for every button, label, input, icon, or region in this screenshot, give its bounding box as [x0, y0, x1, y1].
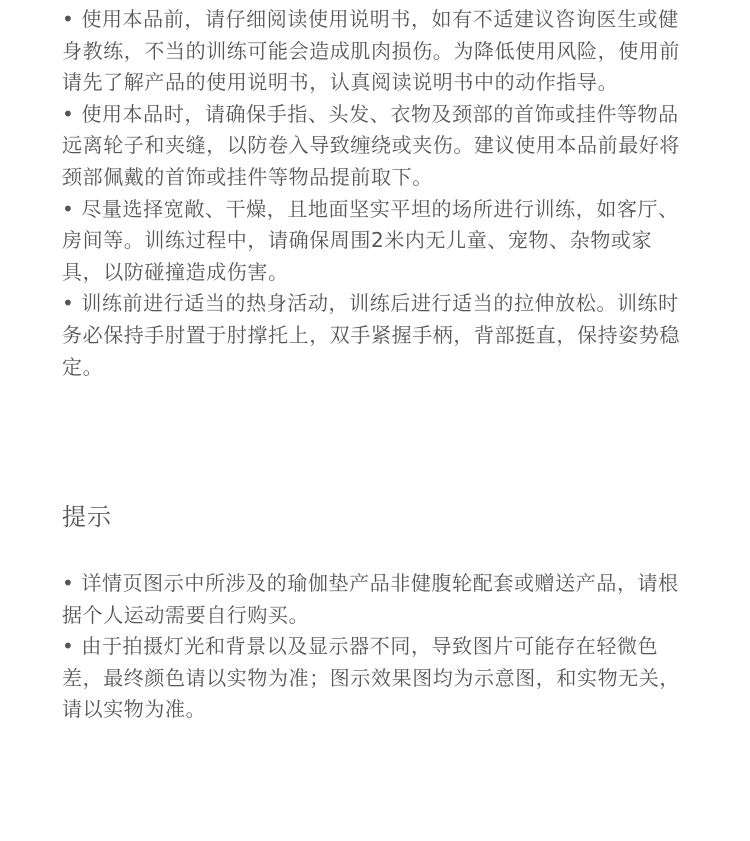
safety-note-read-manual: • 使用本品前，请仔细阅读使用说明书，如有不适建议咨询医生或健身教练，不当的训练可能会造成肌肉损伤。为降低使用风险，使用前请先了解产品的使用说明书，认真阅读说明书中的动作指导。	[62, 7, 680, 95]
safety-note-keep-clear: • 使用本品时，请确保手指、头发、衣物及颈部的首饰或挂件等物品远离轮子和夹缝，以防卷入导致缠绕或夹伤。建议使用本品前最好将颈部佩戴的首饰或挂件等物品提前取下。	[62, 101, 680, 189]
safety-note-training-space: • 尽量选择宽敞、干燥，且地面坚实平坦的场所进行训练，如客厅、房间等。训练过程中，请确保周围2米内无儿童、宠物、杂物或家具，以防碰撞造成伤害。	[62, 196, 679, 284]
tip-yoga-mat: • 详情页图示中所涉及的瑜伽垫产品非健腹轮配套或赠送产品，请根据个人运动需要自行购买。	[62, 571, 679, 627]
safety-notes-section	[62, 4, 682, 383]
tip-color-difference: • 由于拍摄灯光和背景以及显示器不同，导致图片可能存在轻微色差，最终颜色请以实物为准；图示效果图均为示意图，和实物无关，请以实物为准。	[62, 634, 680, 722]
tips-heading: 提示	[62, 503, 112, 531]
safety-note-warmup-posture: • 训练前进行适当的热身活动，训练后进行适当的拉伸放松。训练时务必保持手肘置于肘撑托上，双手紧握手柄，背部挺直，保持姿势稳定。	[62, 291, 680, 379]
tips-section	[62, 568, 682, 726]
